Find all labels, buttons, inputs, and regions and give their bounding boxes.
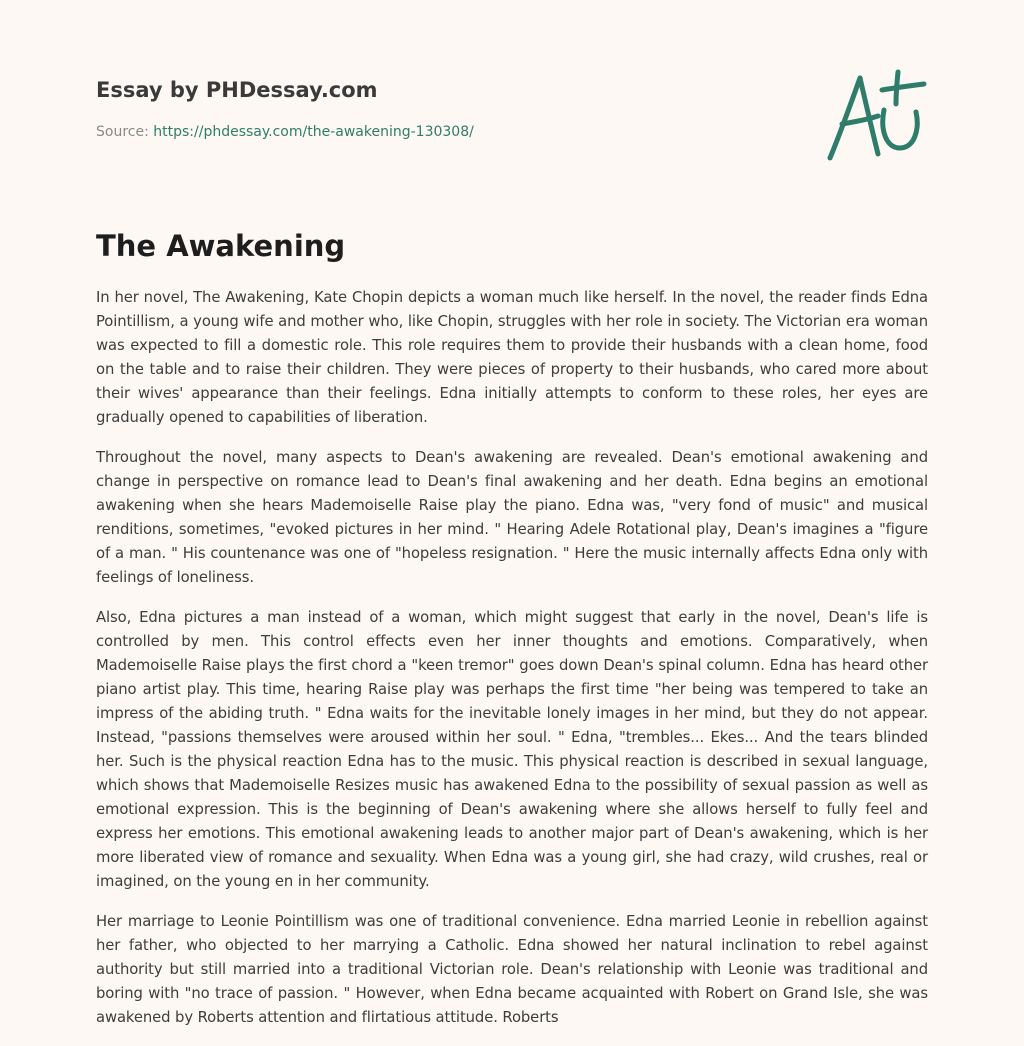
paragraph: Throughout the novel, many aspects to Dean's awakening are revealed. Dean's emotional awakening and change in perspective on romance lead to Dean's final awakening and her death. Edna begins an emotional awakening when she hears Mademoiselle Raise play the piano. Edna was, "very fond of music" and musical renditions, sometimes, "evoked pictures in her mind. " Hearing Adele Rotational play, Dean's imagines a "figure of a man. " His countenance was one of "hopeless resignation. " Here the music internally affects Edna only with feelings of loneliness. (96, 449, 928, 586)
paragraph: Her marriage to Leonie Pointillism was one of traditional convenience. Edna married Leonie in rebellion against her father, who objected to her marrying a Catholic. Edna showed her natural inclination to rebel against authority but still married into a traditional Victorian role. Dean's relationship with Leonie was traditional and boring with "no trace of passion. " However, when Edna became acquainted with Robert on Grand Isle, she was awakened by Roberts attention and flirtatious attitude. Roberts (96, 913, 928, 1026)
paragraph: In her novel, The Awakening, Kate Chopin depicts a woman much like herself. In the novel, the reader finds Edna Pointillism, a young wife and mother who, like Chopin, struggles with her role in society. The Victorian era woman was expected to fill a domestic role. This role requires them to provide their husbands with a clean home, food on the table and to raise their children. They were pieces of property to their husbands, who cared more about their wives' appearance than their feelings. Edna initially attempts to conform to these roles, her eyes are gradually opened to capabilities of liberation. (96, 289, 928, 426)
source-link[interactable]: https://phdessay.com/the-awakening-130308/ (153, 124, 474, 140)
essay-header (96, 76, 816, 142)
essay-body (96, 286, 928, 1046)
paragraph: Also, Edna pictures a man instead of a woman, which might suggest that early in the novel, Dean's life is controlled by men. This control effects even her inner thoughts and emotions. Comparatively, when Mademoiselle Raise plays the first chord a "keen tremor" goes down Dean's spinal column. Edna has heard other piano artist play. This time, hearing Raise play was perhaps the first time "her being was tempered to take an impress of the abiding truth. " Edna waits for the inevitable lonely images in her mind, but they do not appear. Instead, "passions themselves were aroused within her soul. " Edna, "trembles... Ekes... And the tears blinded her. Such is the physical reaction Edna has to the music. This physical reaction is described in sexual language, which shows that Mademoiselle Resizes music has awakened Edna to the possibility of sexual passion as well as emotional expression. This is the beginning of Dean's awakening where she allows herself to fully feel and express her emotions. This emotional awakening leads to another major part of Dean's awakening, which is her more liberated view of romance and sexuality. When Edna was a young girl, she had crazy, wild crushes, real or imagined, on the young en in her community. (96, 609, 928, 890)
source-label: Source: (96, 124, 149, 140)
a-plus-grade-icon (820, 64, 930, 168)
essay-title: The Awakening (96, 229, 346, 263)
source-line (96, 122, 816, 142)
brand-name: Essay by PHDessay.com (96, 78, 378, 102)
